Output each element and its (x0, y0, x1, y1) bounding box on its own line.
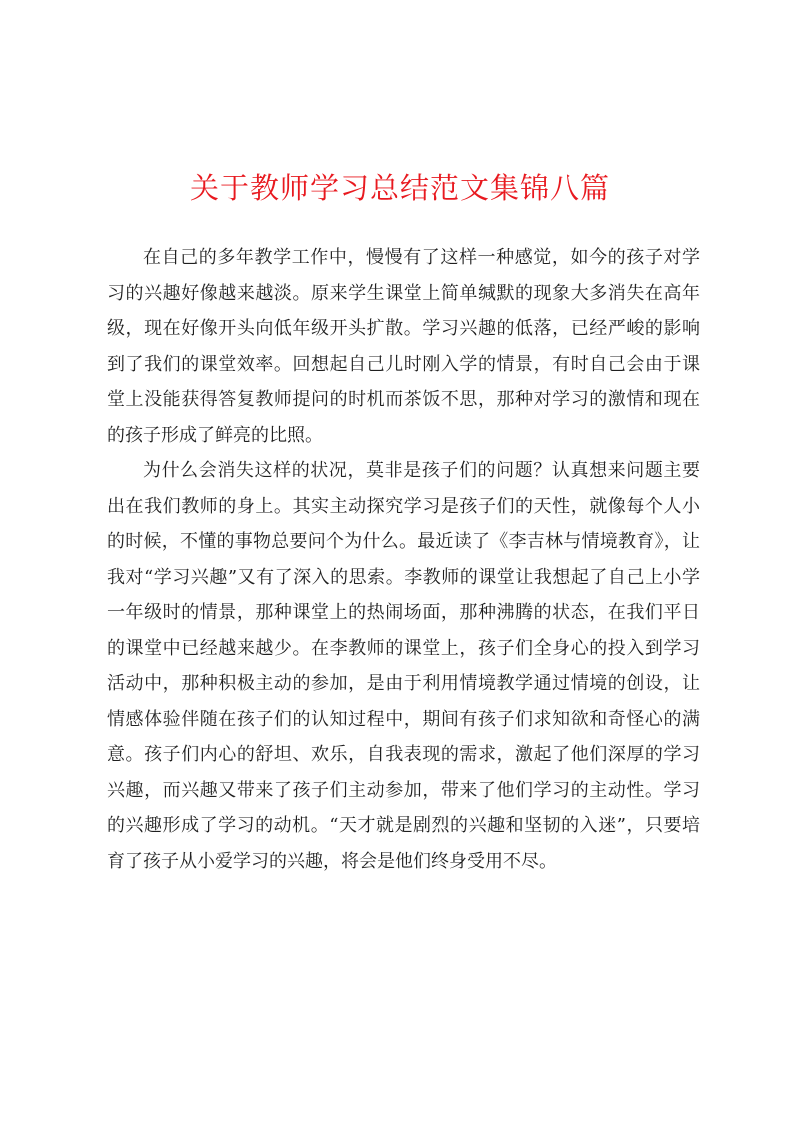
paragraph: 在自己的多年教学工作中，慢慢有了这样一种感觉，如今的孩子对学习的兴趣好像越来越淡。原来学生课堂上简单缄默的现象大多消失在高年级，现在好像开头向低年级开头扩散。学习兴趣的低落，已经严峻的影响到了我们的课堂效率。回想起自己儿时刚入学的情景，有时自己会由于课堂上没能获得答复教师提问的时机而茶饭不思，那种对学习的激情和现在的孩子形成了鲜亮的比照。 (107, 247, 700, 446)
document-body (107, 240, 700, 879)
document-title: 关于教师学习总结范文集锦八篇 (189, 171, 610, 205)
paragraph: 为什么会消失这样的状况，莫非是孩子们的问题？认真想来问题主要出在我们教师的身上。其实主动探究学习是孩子们的天性，就像每个人小的时候，不懂的事物总要问个为什么。最近读了《李吉林与情境教育》，让我对“学习兴趣”又有了深入的思索。李教师的课堂让我想起了自己上小学一年级时的情景，那种课堂上的热闹场面，那种沸腾的状态，在我们平日的课堂中已经越来越少。在李教师的课堂上，孩子们全身心的投入到学习活动中，那种积极主动的参加，是由于利用情境教学通过情境的创设，让情感体验伴随在孩子们的认知过程中，期间有孩子们求知欲和奇怪心的满意。孩子们内心的舒坦、欢乐，自我表现的需求，激起了他们深厚的学习兴趣，而兴趣又带来了孩子们主动参加，带来了他们学习的主动性。学习的兴趣形成了学习的动机。“天才就是剧烈的兴趣和坚韧的入迷”，只要培育了孩子从小爱学习的兴趣，将会是他们终身受用不尽。 (107, 460, 700, 872)
